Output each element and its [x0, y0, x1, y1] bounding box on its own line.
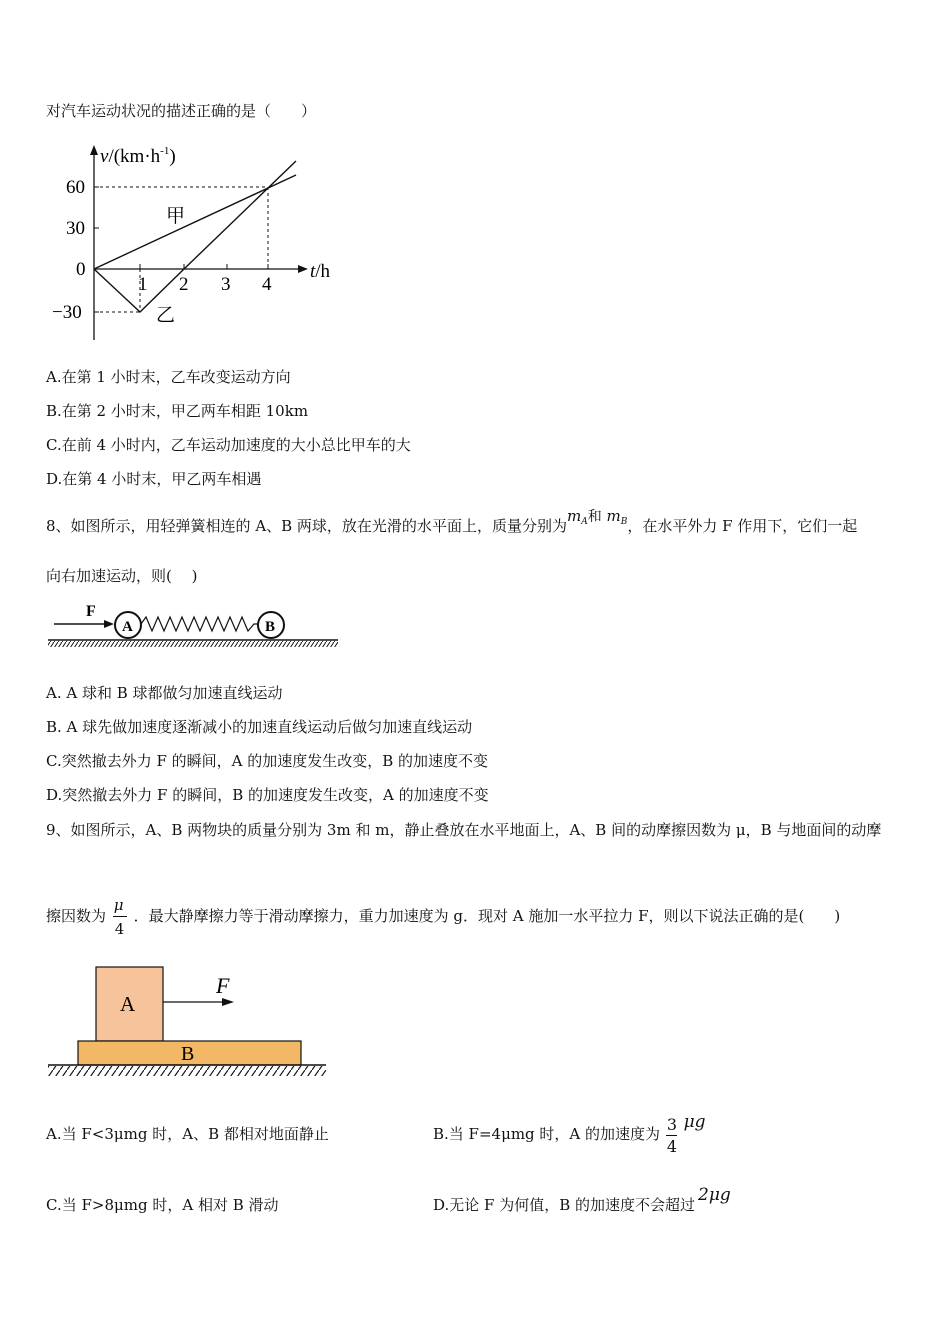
y-axis-label: $v/(km\cdot h^{-1})$: [100, 145, 176, 167]
q8-mass-expression: $m_A$和 $m_B$: [566, 507, 628, 527]
q9-stem-line1: 9、如图所示，A、B 两物块的质量分别为 3m 和 m，静止叠放在水平地面上，A、B 间的动摩擦因数为 μ，B 与地面间的动摩: [46, 821, 882, 839]
y-axis-arrow: [90, 145, 98, 155]
block-figure: [46, 960, 336, 1085]
ground-hatch: [48, 1066, 326, 1076]
ground-hatch: [48, 641, 338, 647]
svg-text:A: A: [120, 992, 136, 1016]
svg-text:B: B: [181, 1043, 195, 1065]
q9-stem-line2-a: 擦因数为: [46, 907, 107, 925]
q9-stem-line2-b: ．最大静摩擦力等于滑动摩擦力，重力加速度为 g．现对 A 施加一水平拉力 F，则以下说法正确的是( ): [133, 907, 841, 925]
y-tick-0: 0: [76, 259, 86, 280]
q7-option-d: D.在第 4 小时末，甲乙两车相遇: [46, 470, 262, 488]
spring-figure: [46, 600, 346, 652]
y-tick-30: 30: [66, 218, 85, 239]
q7-option-b: B.在第 2 小时末，甲乙两车相距 10km: [46, 402, 309, 420]
question-intro: 对汽车运动状况的描述正确的是（ ）: [46, 102, 317, 120]
q8-option-d: D.突然撤去外力 F 的瞬间，B 的加速度发生改变，A 的加速度不变: [46, 786, 489, 804]
q9-option-b: B.当 F=4μmg 时，A 的加速度为 $\frac{3}{4}$ μg: [433, 1112, 706, 1156]
q9-stem-line2: 擦因数为 $\frac{\mu}{4}$ ．最大静摩擦力等于滑动摩擦力，重力加速度为 g．现对 A 施加一水平拉力 F，则以下说法正确的是( ): [46, 896, 841, 938]
force-label-f: F: [86, 603, 96, 620]
x-tick-4: 4: [262, 274, 272, 295]
svg-text:A: A: [122, 619, 133, 635]
q9-option-a: A.当 F<3μmg 时，A、B 都相对地面静止: [46, 1125, 329, 1143]
q8-option-a: A. A 球和 B 球都做匀加速直线运动: [46, 684, 283, 702]
q8-stem-line1: [46, 507, 858, 542]
q8-option-c: C.突然撤去外力 F 的瞬间，A 的加速度发生改变，B 的加速度不变: [46, 752, 489, 770]
q8-stem-part2: ，在水平外力 F 作用下，它们一起: [627, 517, 858, 535]
svg-text:B: B: [265, 619, 276, 635]
spring: [141, 617, 258, 631]
q8-option-b: B. A 球先做加速度逐渐减小的加速直线运动后做匀加速直线运动: [46, 718, 473, 736]
label-jia: 甲: [166, 206, 186, 227]
line-jia: [94, 175, 296, 269]
x-axis-arrow: [298, 265, 308, 273]
y-tick-60: 60: [66, 177, 85, 198]
q8-stem-part1: 8、如图所示，用轻弹簧相连的 A、B 两球，放在光滑的水平面上，质量分别为: [46, 517, 567, 535]
force-label-f: F: [216, 973, 230, 998]
q9-option-c: C.当 F>8μmg 时，A 相对 B 滑动: [46, 1196, 279, 1214]
x-tick-2: 2: [179, 274, 189, 295]
q8-stem-line2: 向右加速运动，则( ): [46, 567, 198, 585]
q7-option-a: A.在第 1 小时末，乙车改变运动方向: [46, 368, 291, 386]
q7-option-c: C.在前 4 小时内，乙车运动加速度的大小总比甲车的大: [46, 436, 411, 454]
q9-option-d: D.无论 F 为何值，B 的加速度不会超过 2μg: [433, 1185, 731, 1214]
x-tick-3: 3: [221, 274, 231, 295]
vt-graph: [40, 140, 350, 350]
x-tick-1: 1: [138, 274, 148, 295]
y-tick-minus30: −30: [52, 302, 82, 323]
label-yi: 乙: [156, 305, 176, 326]
x-axis-label: t/h: [310, 261, 331, 282]
